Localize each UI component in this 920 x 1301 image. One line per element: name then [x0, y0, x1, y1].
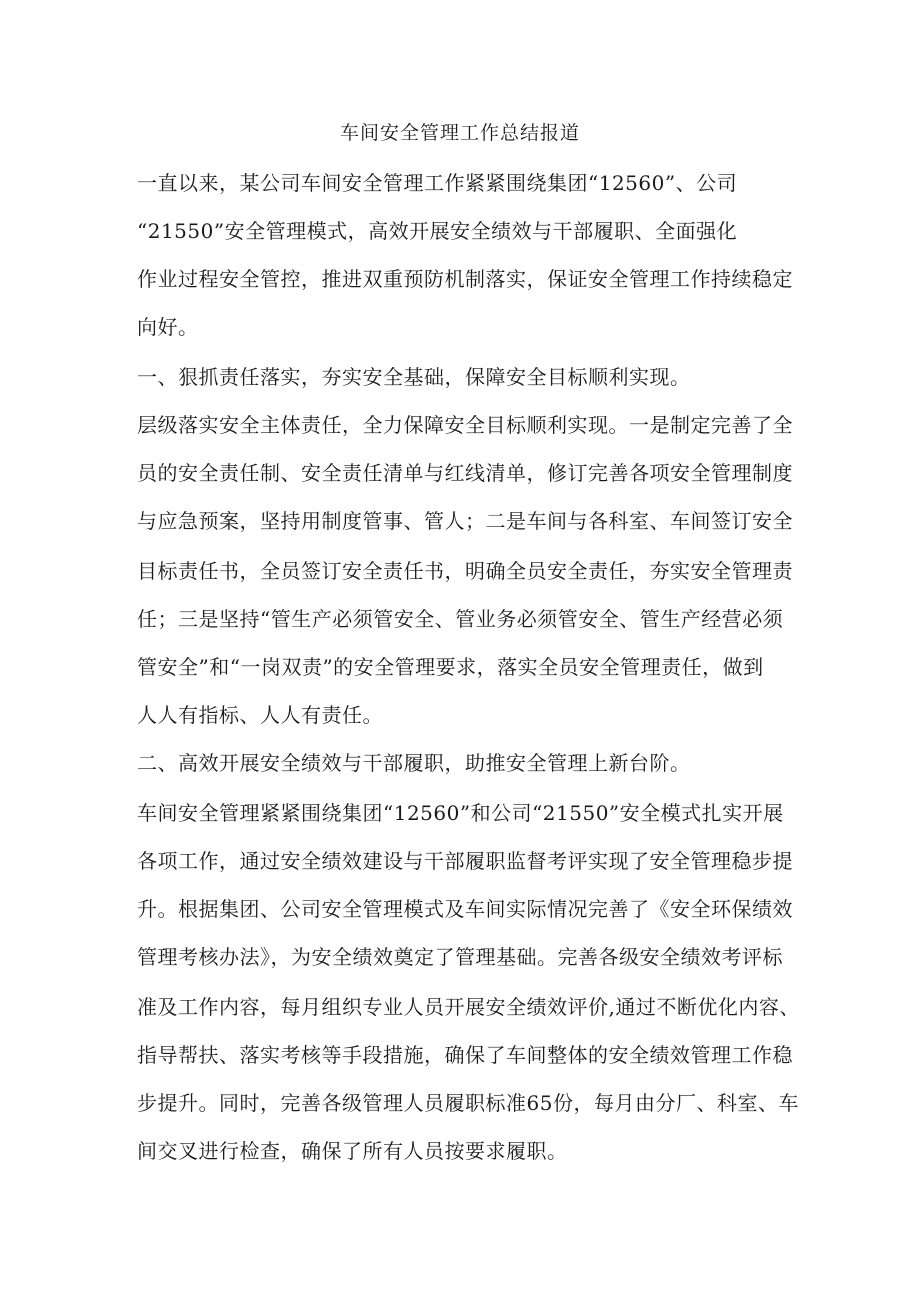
text-line: 升。根据集团、公司安全管理模式及车间实际情况完善了《安全环保绩效	[137, 897, 793, 921]
section-heading: 一、狠抓责任落实，夯实安全基础，保障安全目标顺利实现。	[137, 365, 691, 389]
text-line: 人人有指标、人人有责任。	[137, 703, 383, 727]
text-line: 作业过程安全管控，推进双重预防机制落实，保证安全管理工作持续稳定	[137, 267, 793, 291]
text-line: 指导帮扶、落实考核等手段措施，确保了车间整体的安全绩效管理工作稳	[137, 1043, 793, 1067]
text-line: 目标责任书，全员签订安全责任书，明确全员安全责任，夯实安全管理责	[137, 559, 793, 583]
text-line: 一直以来，某公司车间安全管理工作紧紧围绕集团“12560”、公司	[137, 171, 738, 195]
text-line: 间交叉进行检查，确保了所有人员按要求履职。	[137, 1139, 568, 1163]
text-line: 准及工作内容，每月组织专业人员开展安全绩效评价,通过不断优化内容、	[137, 995, 800, 1019]
text-line: 步提升。同时，完善各级管理人员履职标准65份，每月由分厂、科室、车	[137, 1091, 799, 1115]
text-line: 管理考核办法》，为安全绩效奠定了管理基础。完善各级安全绩效考评标	[137, 945, 783, 969]
text-line: 管安全”和“一岗双责”的安全管理要求，落实全员安全管理责任，做到	[137, 655, 764, 679]
text-line: 任；三是坚持“管生产必须管安全、管业务必须管安全、管生产经营必须	[137, 607, 784, 631]
text-line: 员的安全责任制、安全责任清单与红线清单，修订完善各项安全管理制度	[137, 461, 793, 485]
text-line: 向好。	[137, 315, 199, 339]
text-line: 与应急预案，坚持用制度管事、管人；二是车间与各科室、车间签订安全	[137, 509, 793, 533]
text-line: 层级落实安全主体责任，全力保障安全目标顺利实现。一是制定完善了全	[137, 413, 793, 437]
text-line: “21550”安全管理模式，高效开展安全绩效与干部履职、全面强化	[137, 219, 738, 243]
section-heading: 二、高效开展安全绩效与干部履职，助推安全管理上新台阶。	[137, 751, 691, 775]
text-line: 车间安全管理紧紧围绕集团“12560”和公司“21550”安全模式扎实开展	[137, 801, 784, 825]
document-title: 车间安全管理工作总结报道	[339, 122, 580, 144]
text-line: 各项工作，通过安全绩效建设与干部履职监督考评实现了安全管理稳步提	[137, 849, 793, 873]
